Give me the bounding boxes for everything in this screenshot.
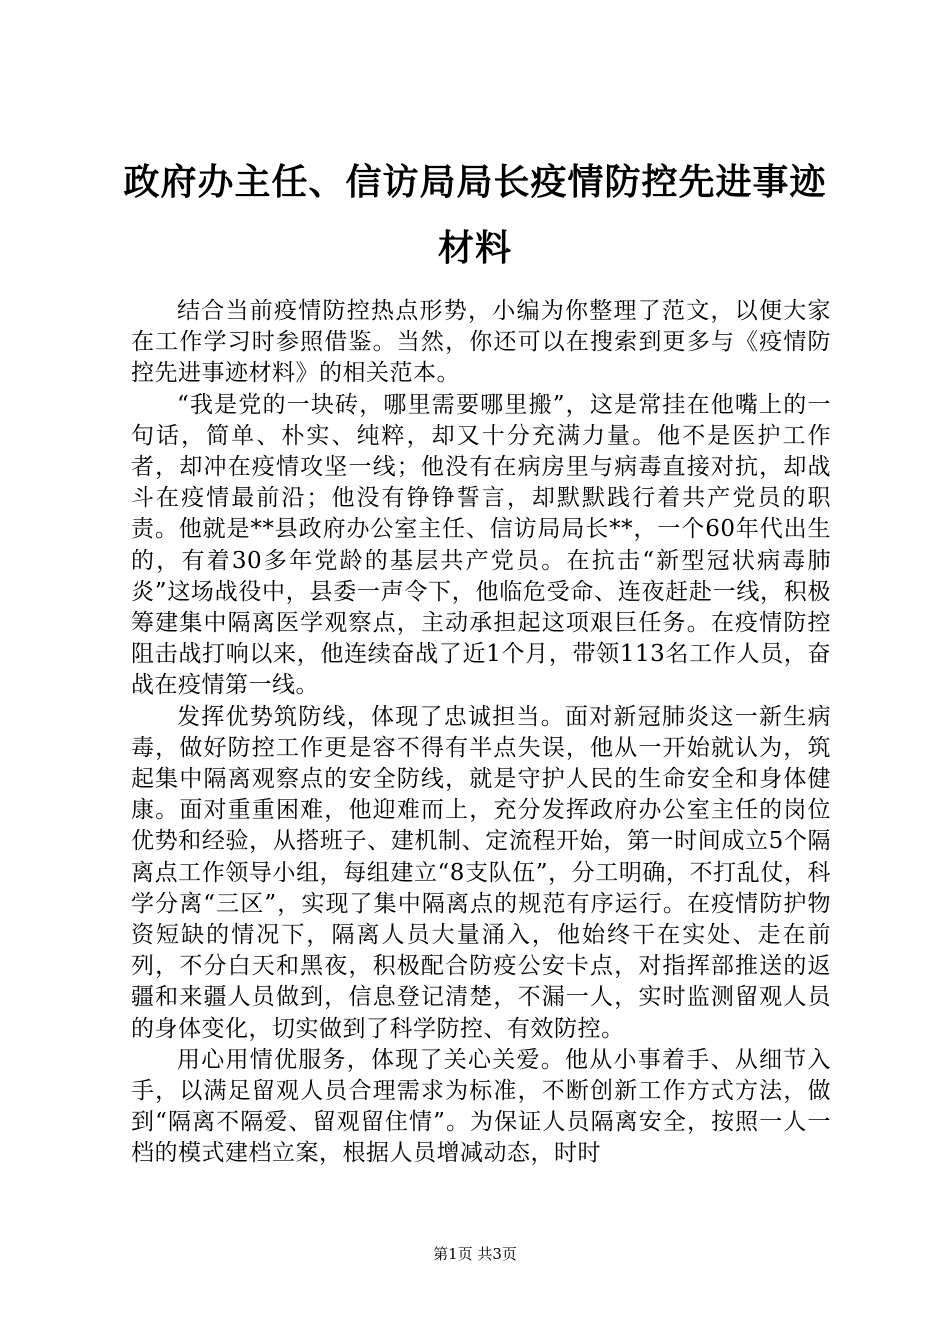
page-number-footer: 第1页 共3页 [433,1245,517,1263]
document-title: 政府办主任、信访局局长疫情防控先进事迹材料 [123,162,827,269]
paragraph-intro: 结合当前疫情防控热点形势，小编为你整理了范文，以便大家在工作学习时参照借鉴。当然，你还可以在搜索到更多与《疫情防控先进事迹材料》的相关范本。 [131,298,831,387]
paragraph-defense-line: 发挥优势筑防线，体现了忠诚担当。面对新冠肺炎这一新生病毒，做好防控工作更是容不得有半点失误，他从一开始就认为，筑起集中隔离观察点的安全防线，就是守护人民的生命安全和身体健康。面对重重困难，他迎难而上，充分发挥政府办公室主任的岗位优势和经验，从搭班子、建机制、定流程开始，第一时间成立5个隔离点工作领导小组，每组建立“8支队伍”，分工明确，不打乱仗，科学分离“三区”，实现了集中隔离点的规范有序运行。在疫情防护物资短缺的情况下，隔离人员大量涌入，他始终干在实处、走在前列，不分白天和黑夜，积极配合防疫公安卡点，对指挥部推送的返疆和来疆人员做到，信息登记清楚，不漏一人，实时监测留观人员的身体变化，切实做到了科学防控、有效防控。 [131,703,831,1042]
paragraph-quote: “我是党的一块砖，哪里需要哪里搬”，这是常挂在他嘴上的一句话，简单、朴实、纯粹，却又十分充满力量。他不是医护工作者，却冲在疫情攻坚一线；他没有在病房里与病毒直接对抗，却战斗在疫情最前沿；他没有铮铮誓言，却默默践行着共产党员的职责。他就是**县政府办公室主任、信访局局长**，一个60年代出生的，有着30多年党龄的基层共产党员。在抗击“新型冠状病毒肺炎”这场战役中，县委一声令下，他临危受命、连夜赶赴一线，积极筹建集中隔离医学观察点，主动承担起这项艰巨任务。在疫情防控阻击战打响以来，他连续奋战了近1个月，带领113名工作人员，奋战在疫情第一线。 [131,391,831,699]
paragraph-service: 用心用情优服务，体现了关心关爱。他从小事着手、从细节入手，以满足留观人员合理需求为标准，不断创新工作方式方法，做到“隔离不隔爱、留观留住情”。为保证人员隔离安全，按照一人一档的模式建档立案，根据人员增减动态，时时 [131,1046,831,1167]
document-body [131,296,831,1170]
